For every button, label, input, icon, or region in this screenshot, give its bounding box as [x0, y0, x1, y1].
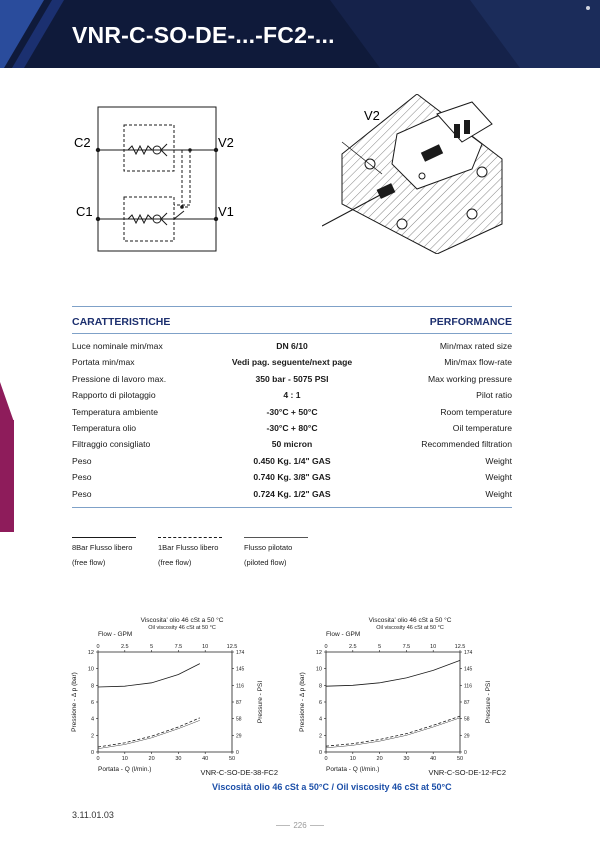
x-tick-label: 50 [228, 756, 236, 762]
right-tick-label: 145 [464, 666, 473, 673]
spec-label-en: Min/max flow-rate [444, 357, 512, 368]
top-tick-label: 7.5 [174, 644, 183, 650]
legend-label: 8Bar Flusso libero [72, 543, 133, 552]
spec-value: Vedi pag. seguente/next page [231, 357, 353, 368]
page-header [0, 0, 600, 68]
spec-value: 4 : 1 [283, 390, 301, 401]
y-tick-label: 12 [87, 650, 94, 656]
spec-label-en: Room temperature [440, 406, 512, 417]
legend-sublabel: (free flow) [72, 558, 106, 567]
x-tick-label: 50 [456, 756, 464, 762]
right-tick-label: 174 [236, 650, 245, 656]
spec-label-it: Peso [72, 472, 92, 483]
right-axis-title: Pressure - PSI [257, 680, 264, 724]
x-tick-label: 30 [175, 756, 182, 762]
y-tick-label: 6 [90, 700, 94, 706]
spec-label-en: Weight [485, 488, 512, 499]
series-line-solid [326, 660, 460, 686]
table-bottom-rule [72, 507, 512, 508]
top-tick-label: 2.5 [348, 644, 357, 650]
right-tick-label: 174 [464, 650, 473, 656]
right-axis-title: Pressure - PSI [485, 680, 492, 724]
valve-section-drawing [322, 94, 512, 254]
spec-label-it: Temperatura ambiente [72, 406, 158, 417]
spec-value: 0.450 Kg. 1/4" GAS [253, 455, 331, 466]
right-tick-label: 58 [236, 716, 242, 723]
table-row [72, 472, 512, 488]
series-line-dashed [98, 718, 200, 747]
top-tick-label: 5 [378, 644, 382, 650]
table-row [72, 439, 512, 455]
table-row [72, 489, 512, 505]
chart-model-title: VNR-C-SO-DE-38-FC2 [200, 768, 278, 777]
upper-check-valve-box [124, 125, 174, 171]
y-tick-label: 4 [90, 716, 94, 723]
y-tick-label: 8 [318, 683, 322, 690]
top-tick-label: 7.5 [402, 644, 411, 650]
legend-label: Flusso pilotato [244, 543, 293, 552]
port-label-c2: C2 [74, 135, 91, 150]
right-tick-label: 0 [236, 750, 239, 756]
top-tick-label: 0 [96, 644, 100, 650]
y-tick-label: 2 [318, 733, 322, 740]
top-tick-label: 2.5 [120, 644, 129, 650]
spec-value: 50 micron [271, 439, 313, 450]
spec-label-it: Peso [72, 455, 92, 466]
spec-value: DN 6/10 [276, 341, 308, 351]
y-tick-label: 10 [87, 666, 94, 673]
right-tick-label: 29 [236, 733, 242, 740]
y-axis-title: Pressione - Δ p (bar) [71, 672, 78, 732]
x-axis-title: Portata - Q (l/min.) [98, 766, 152, 773]
spec-label-it: Temperatura olio [72, 423, 137, 433]
table-row [72, 423, 512, 439]
x-tick-label: 10 [121, 756, 128, 762]
spec-label-en: Oil temperature [452, 423, 512, 433]
x-tick-label: 40 [430, 756, 437, 762]
right-tick-label: 29 [464, 733, 470, 740]
spec-value: -30°C + 80°C [266, 423, 318, 433]
table-top-rule [72, 306, 512, 307]
table-row [72, 341, 512, 357]
legend-item-piloted [244, 537, 308, 570]
top-axis-title: Flow - GPM [326, 631, 361, 638]
top-tick-label: 10 [202, 644, 209, 650]
spec-label-en: Pilot ratio [476, 390, 512, 401]
spec-value: 0.740 Kg. 3/8" GAS [253, 472, 331, 483]
schematic-outline [98, 107, 216, 251]
spec-label-en: Recommended filtration [421, 439, 512, 450]
legend-item-8bar [72, 537, 136, 570]
y-axis-title: Pressione - Δ p (bar) [299, 672, 306, 732]
top-tick-label: 5 [150, 644, 154, 650]
right-tick-label: 0 [464, 750, 467, 756]
chart-model-title: VNR-C-SO-DE-12-FC2 [428, 768, 506, 777]
legend-item-1bar [158, 537, 222, 570]
spec-label-en: Weight [485, 472, 512, 483]
legend-sublabel: (free flow) [158, 558, 192, 567]
heading-caratteristiche: CARATTERISTICHE [72, 316, 171, 328]
pressure-flow-chart-38 [64, 612, 294, 782]
right-tick-label: 116 [464, 683, 472, 690]
catalog-code: 3.11.01.03 [72, 810, 114, 820]
x-tick-label: 40 [202, 756, 209, 762]
spec-label-en: Min/max rated size [439, 341, 512, 351]
viscosity-caption: Viscosità olio 46 cSt a 50°C / Oil viscosity 46 cSt at 50°C [212, 782, 452, 792]
table-row [72, 374, 512, 390]
viscosity-note-it: Viscosita' olio 46 cSt a 50 °C [140, 617, 224, 624]
series-line-dashed [326, 716, 460, 746]
y-tick-label: 0 [318, 750, 322, 756]
hydraulic-schematic [72, 95, 252, 255]
viscosity-note-en: Oil viscosity 46 cSt at 50 °C [376, 625, 444, 631]
y-tick-label: 6 [318, 700, 322, 706]
x-tick-label: 10 [349, 756, 356, 762]
x-tick-label: 20 [148, 756, 155, 762]
legend-line-thin [244, 537, 308, 538]
y-tick-label: 10 [315, 666, 322, 673]
y-tick-label: 0 [90, 750, 94, 756]
spec-value: 0.724 Kg. 1/2" GAS [253, 488, 331, 499]
x-tick-label: 0 [96, 756, 100, 762]
spec-value: 350 bar - 5075 PSI [255, 373, 329, 384]
spec-label-it: Peso [72, 488, 92, 499]
y-tick-label: 8 [90, 683, 94, 690]
spec-label-it: Portata min/max [72, 357, 135, 368]
x-tick-label: 0 [324, 756, 328, 762]
right-tick-label: 87 [464, 700, 470, 706]
top-axis-title: Flow - GPM [98, 631, 133, 638]
side-accent-bar [0, 420, 14, 532]
spec-label-it: Rapporto di pilotaggio [72, 390, 156, 401]
port-label-v1: V1 [218, 204, 234, 219]
right-tick-label: 145 [236, 666, 245, 673]
top-tick-label: 12.5 [226, 644, 238, 650]
table-row [72, 390, 512, 406]
heading-performance: PERFORMANCE [429, 316, 512, 328]
y-tick-label: 12 [315, 650, 322, 656]
header-dot [586, 6, 590, 10]
viscosity-note-it: Viscosita' olio 46 cSt a 50 °C [368, 617, 452, 624]
spec-label-en: Max working pressure [427, 373, 512, 384]
top-tick-label: 0 [324, 644, 328, 650]
x-axis-title: Portata - Q (l/min.) [326, 766, 380, 773]
right-tick-label: 87 [236, 700, 242, 706]
page-number: 226 [268, 821, 332, 830]
pressure-flow-chart-12 [292, 612, 522, 782]
viscosity-note-en: Oil viscosity 46 cSt at 50 °C [148, 625, 216, 631]
table-header-rule [72, 333, 512, 334]
y-tick-label: 4 [318, 716, 322, 723]
series-line-solid [98, 664, 200, 687]
spec-label-it: Luce nominale min/max [72, 341, 163, 351]
port-label-v2: V2 [218, 135, 234, 150]
table-row [72, 456, 512, 472]
top-tick-label: 10 [430, 644, 437, 650]
section-label-v2: V2 [364, 108, 380, 123]
right-tick-label: 116 [236, 683, 244, 690]
spec-label-en: Weight [485, 455, 512, 466]
x-tick-label: 30 [403, 756, 410, 762]
table-row [72, 357, 512, 373]
legend-label: 1Bar Flusso libero [158, 543, 219, 552]
y-tick-label: 2 [90, 733, 94, 740]
spec-value: -30°C + 50°C [266, 406, 318, 417]
series-line-thin [326, 718, 460, 748]
legend-line-dashed [158, 537, 222, 538]
top-tick-label: 12.5 [454, 644, 466, 650]
side-accent-top [0, 382, 14, 422]
legend-line-solid [72, 537, 136, 538]
port-label-c1: C1 [76, 204, 93, 219]
spec-label-it: Pressione di lavoro max. [72, 373, 167, 384]
table-row [72, 407, 512, 423]
x-tick-label: 20 [376, 756, 383, 762]
page-title: VNR-C-SO-DE-...-FC2-... [72, 22, 335, 48]
right-tick-label: 58 [464, 716, 470, 723]
spec-label-it: Filtraggio consigliato [72, 439, 151, 450]
legend-sublabel: (piloted flow) [244, 558, 287, 567]
